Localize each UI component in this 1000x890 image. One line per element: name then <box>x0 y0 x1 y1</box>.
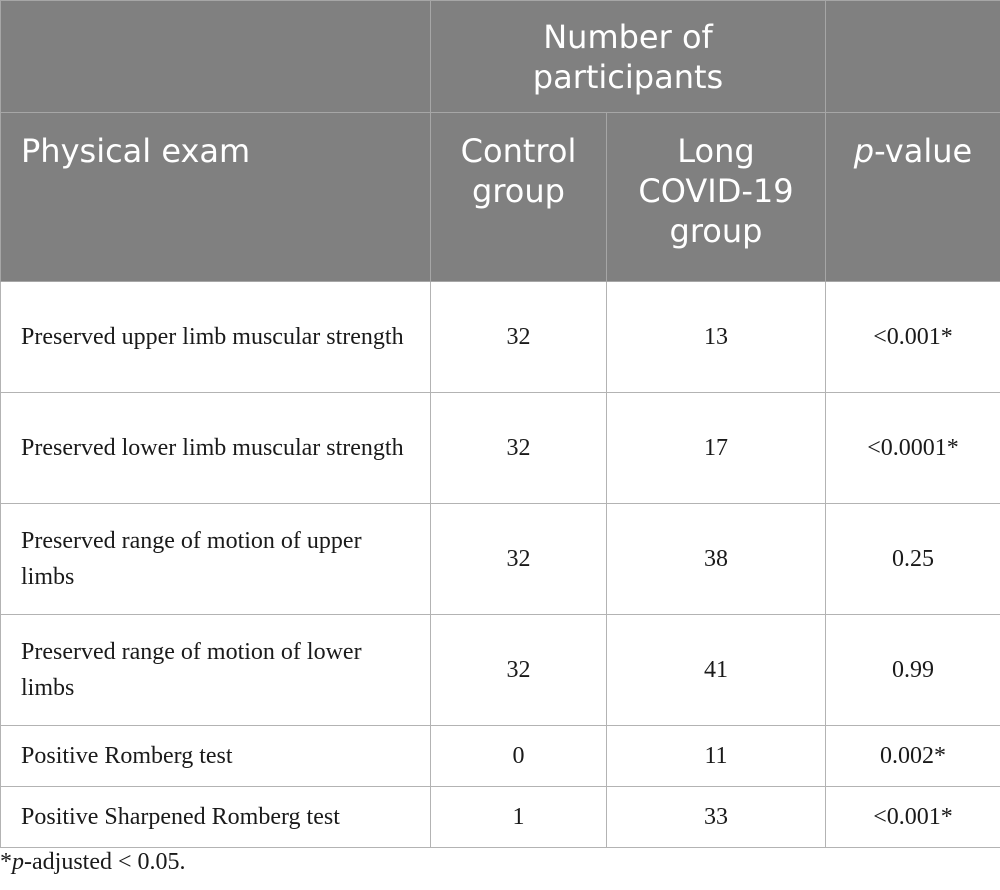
control-value: 32 <box>431 393 607 504</box>
header-number-of-participants: Number of participants <box>431 1 826 113</box>
header-row-top <box>1 1 1000 113</box>
table-row <box>1 726 1000 787</box>
row-label: Positive Sharpened Romberg test <box>1 787 431 848</box>
p-value-italic: p <box>853 132 875 170</box>
p-value: <0.0001* <box>826 393 1000 504</box>
long-covid-value: 38 <box>607 504 826 615</box>
header-p-value <box>826 113 1000 282</box>
p-value: 0.25 <box>826 504 1000 615</box>
table-row <box>1 787 1000 848</box>
header-blank-left <box>1 1 431 113</box>
p-value-suffix: -value <box>874 132 973 170</box>
control-value: 0 <box>431 726 607 787</box>
row-label: Preserved upper limb muscular strength <box>1 282 431 393</box>
footnote-p-italic: p <box>12 849 24 875</box>
row-label: Positive Romberg test <box>1 726 431 787</box>
table-row <box>1 393 1000 504</box>
control-value: 32 <box>431 504 607 615</box>
table-body <box>1 282 1000 848</box>
table-footnote <box>0 849 186 876</box>
footnote-text: -adjusted < 0.05. <box>24 849 186 875</box>
long-covid-value: 41 <box>607 615 826 726</box>
row-label: Preserved range of motion of lower limbs <box>1 615 431 726</box>
long-covid-value: 17 <box>607 393 826 504</box>
p-value: <0.001* <box>826 282 1000 393</box>
control-value: 1 <box>431 787 607 848</box>
p-value: 0.99 <box>826 615 1000 726</box>
header-blank-right <box>826 1 1000 113</box>
control-value: 32 <box>431 282 607 393</box>
table-row <box>1 615 1000 726</box>
footnote-star: * <box>0 849 12 875</box>
p-value: 0.002* <box>826 726 1000 787</box>
row-label: Preserved lower limb muscular strength <box>1 393 431 504</box>
table-header <box>1 1 1000 282</box>
long-covid-value: 13 <box>607 282 826 393</box>
row-label: Preserved range of motion of upper limbs <box>1 504 431 615</box>
long-covid-value: 11 <box>607 726 826 787</box>
table-row <box>1 504 1000 615</box>
control-value: 32 <box>431 615 607 726</box>
long-covid-value: 33 <box>607 787 826 848</box>
header-row-bottom <box>1 113 1000 282</box>
table-row <box>1 282 1000 393</box>
header-long-covid-group: Long COVID-19 group <box>607 113 826 282</box>
header-control-group: Control group <box>431 113 607 282</box>
p-value: <0.001* <box>826 787 1000 848</box>
header-physical-exam: Physical exam <box>1 113 431 282</box>
